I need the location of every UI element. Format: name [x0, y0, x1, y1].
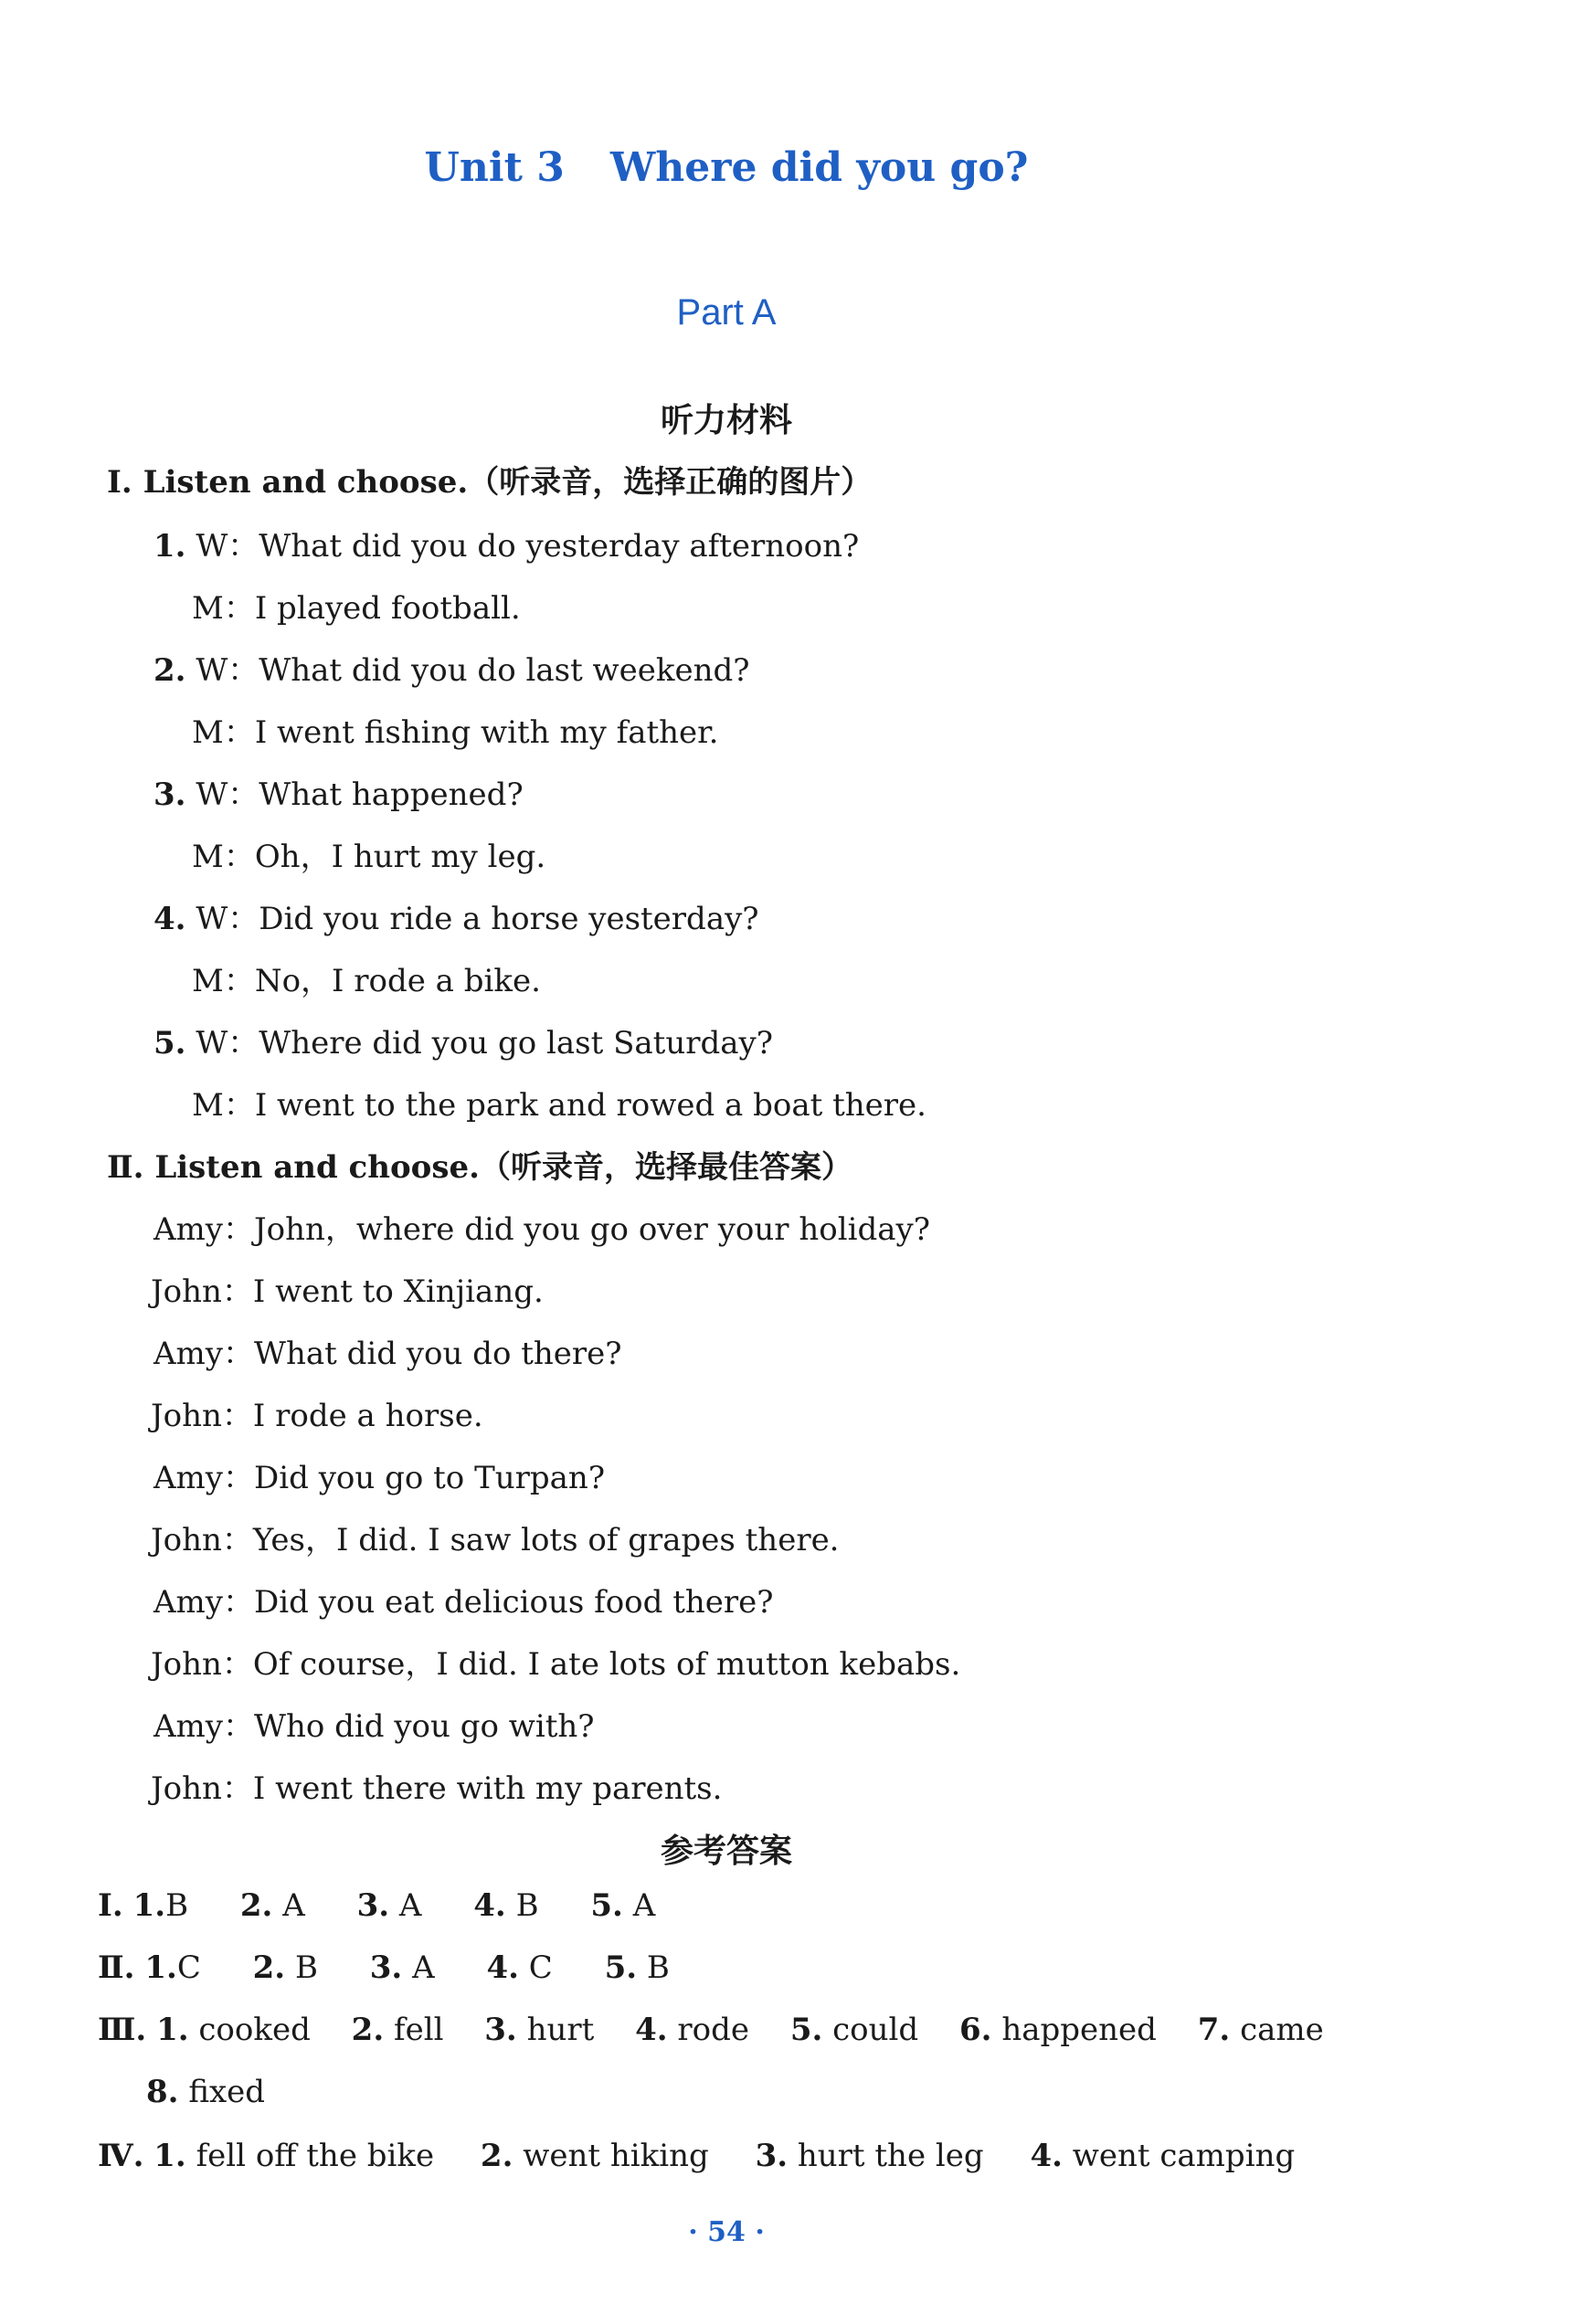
- answer-item: 1. fell off the bike: [154, 2138, 435, 2174]
- unit-label: Unit 3: [424, 144, 565, 191]
- answer-item: 4. rode: [635, 2012, 750, 2048]
- dialogue-line: John：I went there with my parents.: [151, 1770, 723, 1807]
- s1-item-5-m: M：I went to the park and rowed a boat there.: [192, 1087, 926, 1124]
- answer-item: 2. fell: [351, 2012, 444, 2048]
- dialogue-line: John：Yes，I did. I saw lots of grapes there.: [151, 1522, 840, 1558]
- dialogue-line: Amy：Did you eat delicious food there?: [154, 1584, 774, 1621]
- answer-item: 3. hurt: [484, 2012, 595, 2048]
- s1-item-1-m: M：I played football.: [192, 590, 521, 627]
- answer-item: 2. A: [239, 1887, 305, 1924]
- answers-heading: 参考答案: [660, 1833, 792, 1870]
- answer-item: 7. came: [1197, 2012, 1324, 2048]
- s1-item-2-w: 2. W：What did you do last weekend?: [154, 652, 750, 689]
- s1-item-5-w: 5. W：Where did you go last Saturday?: [154, 1025, 773, 1062]
- dialogue-line: Amy：John，where did you go over your holiday?: [154, 1211, 930, 1248]
- s1-item-3-w: 3. W：What happened?: [154, 776, 524, 813]
- page-number: · 54 ·: [688, 2216, 765, 2248]
- answers-row-3: Ⅲ. 1. cooked 2. fell 3. hurt 4. rode 5. could 6. happened 7. came: [98, 2012, 1324, 2048]
- section-1-instruction-cn: （听录音，选择正确的图片）: [468, 464, 873, 501]
- answer-item: 1.C: [144, 1949, 201, 1986]
- s1-item-4-w: 4. W：Did you ride a horse yesterday?: [154, 901, 759, 937]
- section-1-heading: Ⅰ. Listen and choose.（听录音，选择正确的图片）: [107, 464, 873, 501]
- unit-question: Where did you go?: [609, 144, 1029, 191]
- s1-item-4-m: M：No，I rode a bike.: [192, 963, 541, 999]
- section-2-roman: Ⅱ: [107, 1149, 133, 1186]
- dialogue-line: John：I rode a horse.: [151, 1398, 483, 1434]
- answers-row-2: Ⅱ. 1.C 2. B 3. A 4. C 5. B: [98, 1949, 670, 1986]
- s1-item-1-w: 1. W：What did you do yesterday afternoon?: [154, 528, 860, 565]
- answers-row-4: Ⅳ. 1. fell off the bike 2. went hiking 3. hurt the leg 4. went camping: [98, 2138, 1296, 2174]
- dialogue-line: John：I went to Xinjiang.: [151, 1273, 544, 1310]
- answer-item: 2. went hiking: [480, 2138, 709, 2174]
- unit-title: [0, 144, 1453, 191]
- dialogue-line: Amy：Did you go to Turpan?: [154, 1460, 606, 1496]
- answer-item: 4. C: [486, 1949, 553, 1986]
- section-2-heading: Ⅱ. Listen and choose.（听录音，选择最佳答案）: [107, 1149, 852, 1186]
- s1-item-2-m: M：I went fishing with my father.: [192, 714, 719, 751]
- section-2-instruction: Listen and choose.: [154, 1149, 480, 1186]
- answer-item: 5. could: [789, 2012, 919, 2048]
- section-1-instruction: Listen and choose.: [143, 464, 469, 501]
- answer-item: 8. fixed: [146, 2074, 266, 2110]
- answer-item: 1. cooked: [156, 2012, 311, 2048]
- part-title: Part A: [676, 292, 777, 333]
- section-1-roman: Ⅰ: [107, 464, 122, 501]
- answer-item: 3. A: [356, 1887, 422, 1924]
- answer-item: 2. B: [252, 1949, 318, 1986]
- answer-item: 4. B: [473, 1887, 539, 1924]
- dialogue-line: Amy：Who did you go with?: [154, 1708, 595, 1745]
- answers-row-3-cont: [146, 2074, 265, 2110]
- answer-item: 1.B: [132, 1887, 189, 1924]
- answer-item: 4. went camping: [1030, 2138, 1296, 2174]
- section-2-instruction-cn: （听录音，选择最佳答案）: [479, 1149, 852, 1186]
- answer-item: 5. B: [604, 1949, 670, 1986]
- s1-item-3-m: M：Oh，I hurt my leg.: [192, 839, 546, 875]
- dialogue-line: John：Of course，I did. I ate lots of mutton kebabs.: [151, 1646, 961, 1683]
- dialogue-line: Amy：What did you do there?: [154, 1336, 622, 1372]
- answer-item: 5. A: [590, 1887, 656, 1924]
- answer-item: 6. happened: [959, 2012, 1157, 2048]
- answers-row-1: Ⅰ. 1.B 2. A 3. A 4. B 5. A: [98, 1887, 656, 1924]
- listening-heading: 听力材料: [660, 402, 792, 439]
- answer-item: 3. hurt the leg: [755, 2138, 984, 2174]
- answer-item: 3. A: [369, 1949, 435, 1986]
